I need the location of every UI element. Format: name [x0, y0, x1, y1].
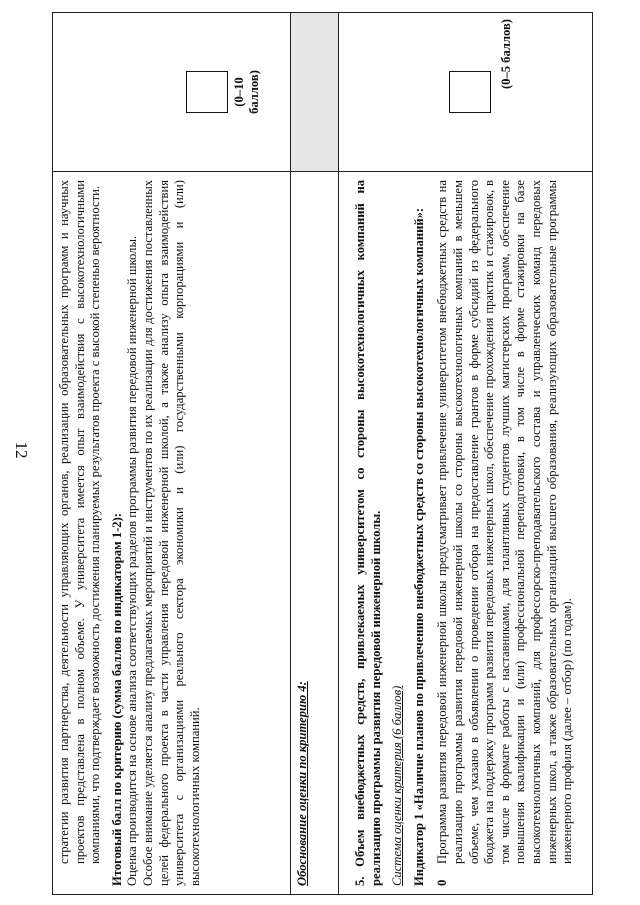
level-row: [435, 180, 575, 886]
score-box[interactable]: [186, 71, 228, 113]
system-label: Система оценки критерия (6 баллов): [390, 685, 405, 886]
indicator-label: Индикатор 1: [411, 813, 426, 886]
indicator-text: «Наличие планов по привлечению внебюджетных средств со стороны высокотехнологичных компаний»:: [411, 207, 426, 811]
table-row: [339, 13, 593, 895]
score-cell: [53, 13, 291, 172]
table-row: [291, 13, 339, 895]
total-paragraph-2: Особое внимание уделяется анализу предлагаемых мероприятий и инструментов по их реализации для достижения поставленных целей федерального проекта в части управления передовой инженерной школой, а также анализу опыта взаимодействия университета с организациями реального сектора экономики и (или) государственными корпорациями и (или) высокотехнологичных компаний.: [140, 180, 202, 886]
indicator-score-label: (0–5 баллов): [499, 19, 513, 90]
intro-paragraph: стратегии развития партнерства, деятельности управляющих органов, реализации образовательных программ и научных проектов представлена в полном объеме. У университета имеется опыт взаимодействия с высокотехнологичными компаниями, что подтверждает возможность достижения планируемых результатов проекта с высокой степенью вероятности.: [57, 180, 103, 864]
justification-cell: [291, 172, 339, 895]
indicator-score-box[interactable]: [449, 71, 491, 113]
page-number: 12: [12, 441, 31, 459]
level-text: Программа развития передовой инженерной школы предусматривает привлечение университетом внебюджетных средств на реализацию программы развития передовой инженерной школы со стороны высокотехнологичных компаний в меньшем объеме, чем указано в объявлении о проведении отбора на предоставление грантов в форме субсидий из федерального бюджета на поддержку программ развития передовых инженерных школ, обеспечение прохождения практик и стажировок, в том числе в формате работы с наставниками, для талантливых студентов лучших магистерских программ, обеспечение повышения квалификации и (или) профессиональной переподготовки, в том числе в форме стажировки на базе высокотехнологичных компаний, для профессорско-преподавательского состава и управленческих команд передовых инженерных школ, а также образовательных организаций высшего образования, реализующих образовательные программы инженерного профиля (далее – отбор) (по годам).: [435, 180, 575, 864]
criterion-heading: 5. Объем внебюджетных средств, привлекаемых университетом со стороны высокотехнологичных компаний на реализацию программы развития передовой инженерной школы.: [353, 180, 383, 886]
justification-label: Обоснование оценки по критерию 4:: [295, 681, 309, 886]
indicator-heading: [412, 180, 428, 886]
rotated-content: [52, 15, 592, 895]
score-label: (0–10 баллов): [232, 70, 261, 114]
indicator-score-cell: [339, 13, 593, 172]
criteria-table: [52, 12, 593, 895]
table-row: [53, 13, 291, 895]
level-number: 0: [435, 879, 450, 886]
criterion-5-cell: [339, 172, 593, 895]
shaded-cell: [291, 13, 339, 172]
criteria-cell: [53, 172, 291, 895]
total-title: Итоговый балл по критерию (сумма баллов по индикаторам 1-2):: [109, 513, 124, 886]
total-paragraph-1: Оценка производится на основе анализа соответствующих разделов программы развития передовой инженерной школы.: [125, 235, 140, 886]
